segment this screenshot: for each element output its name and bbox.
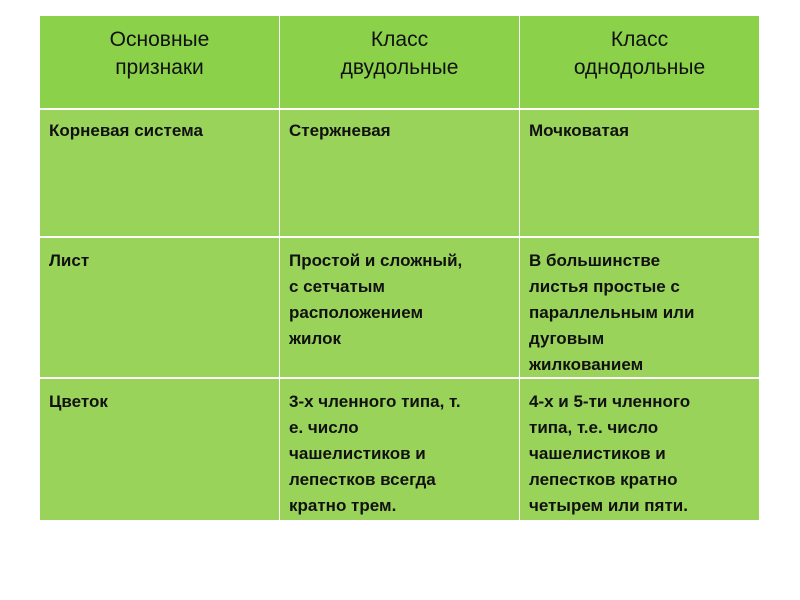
row-flower-dicots: 3-х членного типа, т. е. число чашелистиков и лепестков всегда кратно трем. (280, 379, 519, 520)
row-root-monocots: Мочковатая (520, 110, 759, 236)
header-dicots: Класс двудольные (280, 16, 519, 108)
header-features: Основные признаки (40, 16, 279, 108)
row-leaf-feature: Лист (40, 238, 279, 377)
row-leaf-dicots: Простой и сложный, с сетчатым расположением жилок (280, 238, 519, 377)
row-root-feature: Корневая система (40, 110, 279, 236)
row-flower-monocots: 4-х и 5-ти членного типа, т.е. число чашелистиков и лепестков кратно четырем или пяти. (520, 379, 759, 520)
row-leaf-monocots: В большинстве листья простые с параллельным или дуговым жилкованием (520, 238, 759, 377)
comparison-table (40, 16, 759, 520)
row-root-dicots: Стержневая (280, 110, 519, 236)
row-flower-feature: Цветок (40, 379, 279, 520)
header-monocots: Класс однодольные (520, 16, 759, 108)
